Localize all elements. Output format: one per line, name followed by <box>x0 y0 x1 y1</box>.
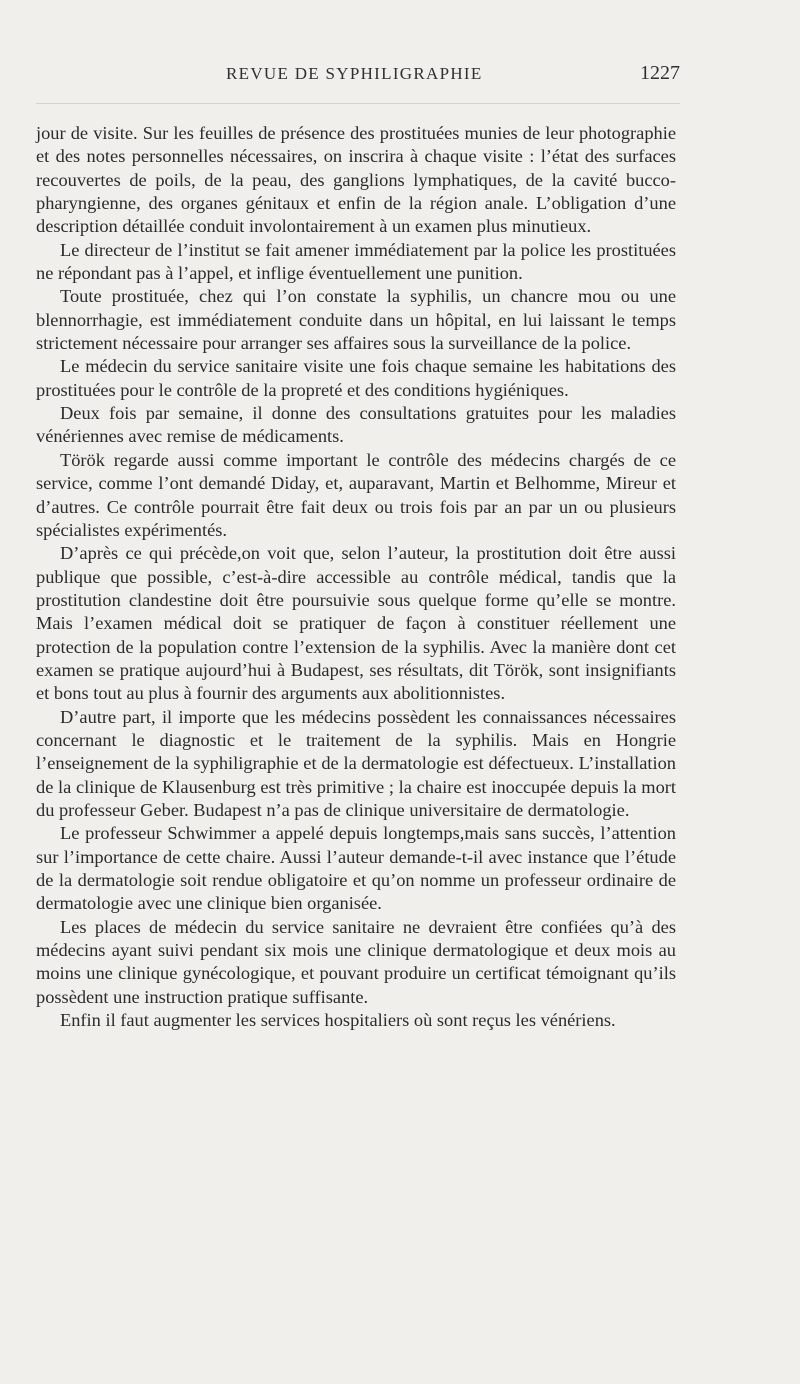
paragraph: D’après ce qui précède,on voit que, selon l’auteur, la prostitution doit être aussi publique que possible, c’est-à-dire accessible au contrôle médical, tandis que la prostitution clandestine doit être poursuivie sous quelque forme qu’elle se montre. Mais l’examen médical doit se pratiquer de façon à constituer réellement une protection de la population contre l’extension de la syphilis. Avec la manière dont cet examen se pratique aujourd’hui à Budapest, ses résultats, dit Török, sont insignifiants et bons tout au plus à fournir des arguments aux abolitionnistes. <box>36 543 676 704</box>
paragraph: Le professeur Schwimmer a appelé depuis longtemps,mais sans succès, l’attention sur l’importance de cette chaire. Aussi l’auteur demande-t-il avec instance que l’étude de la dermatologie soit rendue obligatoire et qu’on nomme un professeur ordinaire de dermatologie avec une clinique bien organisée. <box>36 823 676 914</box>
paragraph: Le médecin du service sanitaire visite une fois chaque semaine les habitations des prostituées pour le contrôle de la propreté et des conditions hygiéniques. <box>36 356 676 400</box>
running-title: REVUE DE SYPHILIGRAPHIE <box>226 64 483 83</box>
paragraph: Enfin il faut augmenter les services hospitaliers où sont reçus les vénériens. <box>60 1010 616 1031</box>
paragraph: Deux fois par semaine, il donne des consultations gratuites pour les maladies vénériennes avec remise de médicaments. <box>36 403 676 447</box>
header-rule <box>36 103 680 104</box>
page-number: 1227 <box>640 62 680 84</box>
paragraph: Török regarde aussi comme important le contrôle des médecins chargés de ce service, comme l’ont demandé Diday, et, auparavant, Martin et Belhomme, Mireur et d’autres. Ce contrôle pourrait être fait deux ou trois fois par an par un ou plusieurs spécialistes expérimentés. <box>36 449 676 540</box>
paragraph: jour de visite. Sur les feuilles de présence des prostituées munies de leur photographie et des notes personnelles nécessaires, on inscrira à chaque visite : l’état des surfaces recouvertes de poils, de la peau, des ganglions lymphatiques, de la cavité bucco-pharyngienne, des organes génitaux et enfin de la région anale. L’obligation d’une description détaillée conduit involontairement à un examen plus minutieux. <box>36 123 676 237</box>
running-header <box>36 62 680 92</box>
paragraph: Toute prostituée, chez qui l’on constate la syphilis, un chancre mou ou une blennorrhagie, est immédiatement conduite dans un hôpital, en lui laissant le temps strictement nécessaire pour arranger ses affaires sous la surveillance de la police. <box>36 286 676 354</box>
body-text <box>36 122 676 1032</box>
paragraph: Le directeur de l’institut se fait amener immédiatement par la police les prostituées ne répondant pas à l’appel, et inflige éventuellement une punition. <box>36 239 676 284</box>
paragraph: Les places de médecin du service sanitaire ne devraient être confiées qu’à des médecins ayant suivi pendant six mois une clinique dermatologique et deux mois au moins une clinique gynécologique, et pouvant produire un certificat témoignant qu’ils possèdent une instruction pratique suffisante. <box>36 916 676 1007</box>
paragraph: D’autre part, il importe que les médecins possèdent les connaissances nécessaires concernant le diagnostic et le traitement de la syphilis. Mais en Hongrie l’enseignement de la syphiligraphie et de la dermatologie est défectueux. L’installation de la clinique de Klausenburg est très primitive ; la chaire est inoccupée depuis la mort du professeur Geber. Budapest n’a pas de clinique universitaire de dermatologie. <box>36 706 676 820</box>
